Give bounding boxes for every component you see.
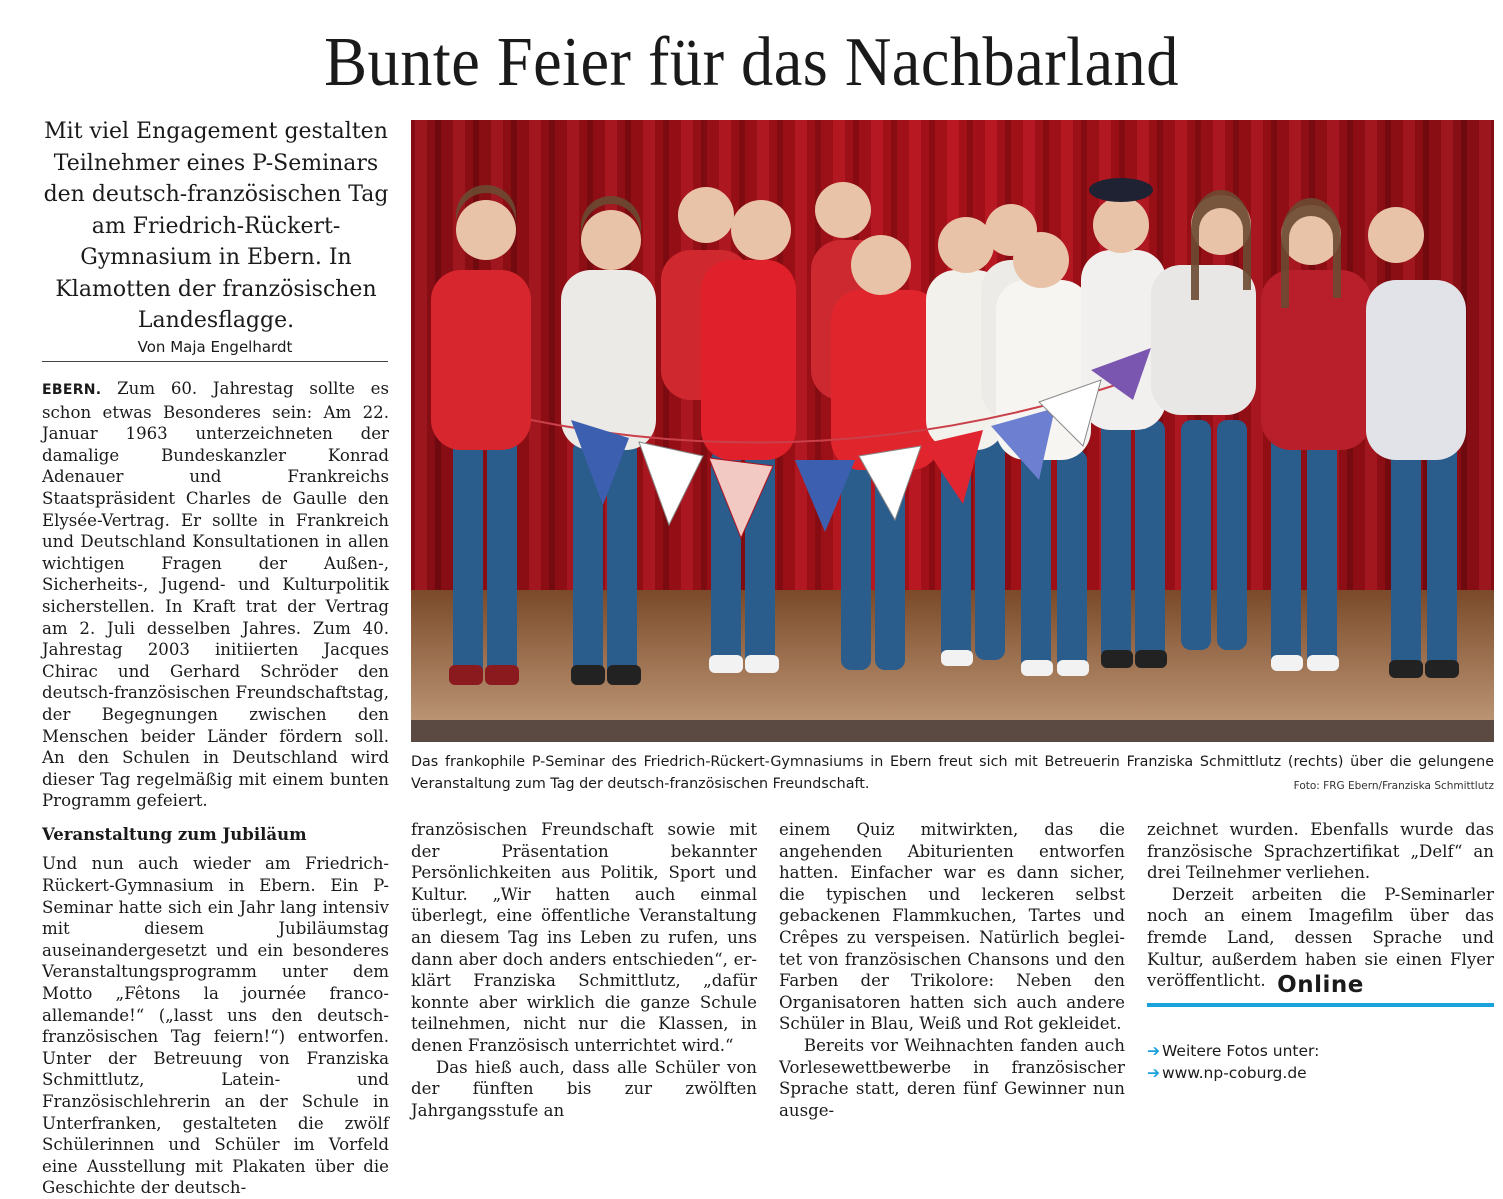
article-paragraph-5: einem Quiz mitwirkten, das die angehenden Abiturienten entworfen hatten. Einfacher war es dann sicher, die typischen und leckeren selbst gebackenen Flammkuchen, Tartes und Crêpes zu verspeisen. Natürlich begleitet von französischen Chansons und den Farben der Trikolore: Neben den Organisatoren hatten sich auch andere Schüler in Blau, Weiß und Rot gekleidet. <box>779 820 1125 1034</box>
headline: Bunte Feier für das Nachbarland <box>324 24 1179 101</box>
online-link-website-text[interactable]: www.np-coburg.de <box>1162 1064 1307 1082</box>
dateline: EBERN. <box>42 382 102 398</box>
photo-caption: Das frankophile P-Seminar des Friedrich-Rückert-Gymnasiums in Ebern freut sich mit Betreuerin Franziska Schmittlutz (rechts) über die gelungene Veranstaltung zum Tag der deutsch-französischen Freundschaft. <box>411 754 1494 792</box>
lead-paragraph: Mit viel Engagement gestalten Teilnehmer eines P-Seminars den deutsch-französischen Tag am Friedrich-Rückert-Gymnasium in Ebern. In Klamotten der französischen Landesflagge. <box>43 119 389 333</box>
article-paragraph-7: zeichnet wurden. Ebenfalls wurde das französische Sprachzertifikat „Delf“ an drei Teilnehmer verliehen. <box>1147 820 1494 883</box>
arrow-right-icon: ➔ <box>1147 1064 1160 1082</box>
article-column-3 <box>779 819 1125 1121</box>
byline: Von Maja Engelhardt <box>42 336 388 362</box>
article-paragraph-3: französischen Freundschaft sowie mit der Präsentation bekannter Persönlichkeiten aus Politik, Sport und Kultur. „Wir hatten auch einmal überlegt, eine öffentliche Veranstaltung an diesem Tag ins Leben zu rufen, uns dann aber doch anders entschieden“, erklärt Franziska Schmittlutz, „dafür konnte aber wirklich die ganze Schule teilnehmen, nicht nur die Klassen, in denen Französisch unterrichtet wird.“ <box>411 820 757 1055</box>
article-text-1: Zum 60. Jahrestag sollte es schon etwas Besonderes sein: Am 22. Januar 1963 unterzeichneten der damalige Bundeskanzler Konrad Adenauer und Frankreichs Staatspräsident Charles de Gaulle den Elysée-Vertrag. Er sollte in Frankreich und Deutschland Konsultationen in allen wichtigen Fragen der Außen-, Sicherheits-, Jugend- und Kulturpolitik sicherstellen. In Kraft trat der Vertrag am 2. Juli desselben Jahres. Zum 40. Jahrestag 2003 initiierten Jacques Chirac und Gerhard Schröder den deutsch-französischen Freundschaftstag, der Begegnungen zwischen den Menschen beider Länder fördern soll. An den Schulen in Deutschland wird dieser Tag regelmäßig mit einem bunten Programm gefeiert. <box>42 379 389 811</box>
online-title: Online <box>1277 972 1364 998</box>
online-link-photos-text: Weitere Fotos unter: <box>1162 1042 1320 1060</box>
online-accent-bar <box>1147 1003 1494 1007</box>
article-paragraph-2: Und nun auch wieder am Friedrich-Rückert-Gymnasium in Ebern. Ein P-Seminar hatte sich ein Jahr lang intensiv mit diesem Jubiläumstag auseinandergesetzt und ein besonderes Veranstaltungsprogramm unter dem Motto „Fêtons la journée franco-allemande!“ („lasst uns den deutsch-französischen Tag feiern!“) entworfen. Unter der Betreuung von Franziska Schmittlutz, Latein- und Französischlehrerin an der Schule in Unterfranken, gestalteten die zwölf Schülerinnen und Schüler im Vorfeld eine Ausstellung mit Plakaten über die Geschichte der deutsch- <box>42 854 389 1198</box>
article-paragraph-8: Derzeit arbeiten die P-Seminarler noch an einem Imagefilm über das fremde Land, dessen Sprache und Kultur, außerdem haben sie einen Flyer veröffentlicht. <box>1147 884 1494 991</box>
article-column-1 <box>42 378 389 1199</box>
article-paragraph-4: Das hieß auch, dass alle Schüler von der fünften bis zur zwölften Jahrgangsstufe an <box>411 1057 757 1120</box>
article-column-4 <box>1147 819 1494 992</box>
article-column-2 <box>411 819 757 1121</box>
group-photo <box>411 120 1494 742</box>
article-paragraph-1 <box>42 378 389 812</box>
online-link-photos <box>1147 1040 1319 1062</box>
arrow-right-icon: ➔ <box>1147 1042 1160 1060</box>
subheading: Veranstaltung zum Jubiläum <box>42 824 307 844</box>
online-link-website[interactable] <box>1147 1062 1307 1084</box>
online-box <box>1147 970 1494 1007</box>
article-paragraph-6: Bereits vor Weihnachten fanden auch Vorlesewettbewerbe in französischer Sprache statt, deren fünf Gewinner nun ausge- <box>779 1035 1125 1120</box>
photo-credit: Foto: FRG Ebern/Franziska Schmittlutz <box>1293 780 1494 792</box>
